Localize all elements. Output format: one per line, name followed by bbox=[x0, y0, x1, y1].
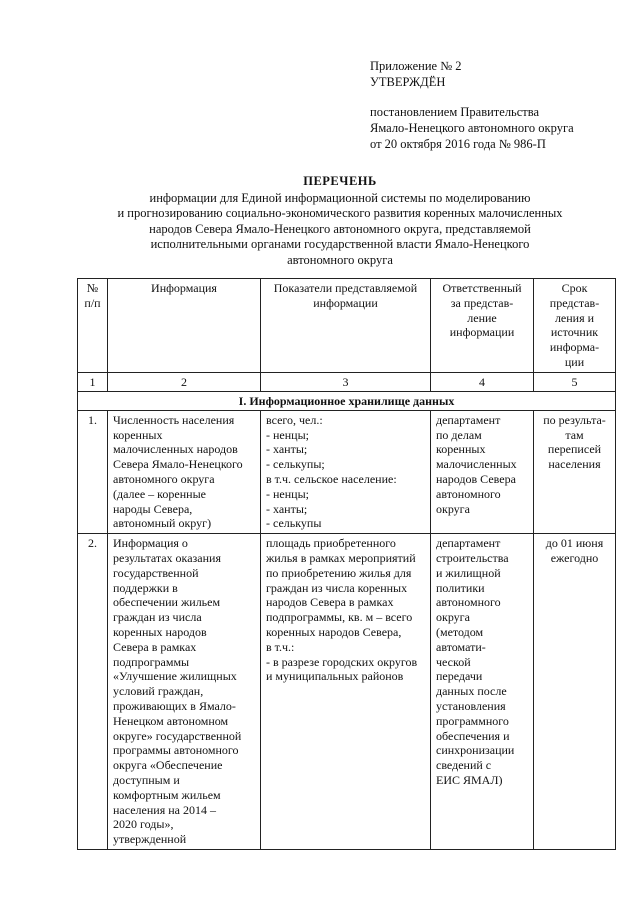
header-number bbox=[78, 279, 108, 373]
cell-line: округе» государственной bbox=[113, 728, 242, 743]
cell-line: строительства bbox=[436, 550, 509, 565]
column-number: 3 bbox=[261, 372, 431, 391]
cell-line: населения на 2014 – bbox=[113, 802, 216, 817]
section-row bbox=[78, 391, 616, 410]
cell-line: Ненецком автономном bbox=[113, 713, 229, 728]
cell-line: граждан из числа коренных bbox=[266, 580, 408, 595]
appendix-label: Приложение № 2 bbox=[370, 59, 462, 73]
cell-line: Срок bbox=[561, 281, 588, 295]
cell-line: автономного округа bbox=[113, 471, 215, 486]
cell-line: автономного bbox=[436, 595, 501, 610]
cell-line: поддержки в bbox=[113, 580, 178, 595]
cell-line: синхронизации bbox=[436, 743, 515, 758]
table-header-row bbox=[78, 279, 616, 373]
row-information bbox=[108, 534, 261, 850]
cell-line: подпрограммы, кв. м – всего bbox=[266, 610, 413, 625]
cell-line: народы Севера, bbox=[113, 501, 193, 516]
row-information bbox=[108, 410, 261, 533]
information-table bbox=[77, 278, 616, 850]
cell-line: обеспечения и bbox=[436, 728, 510, 743]
cell-line: Численность населения bbox=[113, 412, 235, 427]
cell-line: политики bbox=[436, 580, 485, 595]
cell-line: п/п bbox=[84, 295, 101, 310]
cell-line: департамент bbox=[436, 412, 501, 427]
row-term bbox=[534, 534, 616, 850]
column-number: 2 bbox=[108, 372, 261, 391]
cell-line: «Улучшение жилищных bbox=[113, 669, 237, 684]
cell-line: по делам bbox=[436, 427, 482, 442]
cell-line: всего, чел.: bbox=[266, 412, 323, 427]
cell-line: передачи bbox=[436, 669, 483, 684]
cell-line: жилья в рамках мероприятий bbox=[266, 550, 416, 565]
document-title: ПЕРЕЧЕНЬ bbox=[303, 174, 377, 188]
cell-line: за представ- bbox=[450, 295, 514, 310]
document-heading bbox=[60, 174, 620, 268]
approval-block bbox=[370, 58, 574, 152]
cell-line: округа «Обеспечение bbox=[113, 758, 223, 773]
approval-line: Ямало-Ненецкого автономного округа bbox=[370, 121, 574, 135]
row-responsible bbox=[431, 410, 534, 533]
column-numbers-row bbox=[78, 372, 616, 391]
cell-line: там bbox=[565, 427, 584, 442]
cell-line: - в разрезе городских округов bbox=[266, 654, 418, 669]
cell-line: ческой bbox=[436, 654, 471, 669]
row-number: 2. bbox=[78, 534, 108, 850]
heading-line: информации для Единой информационной системы по моделированию bbox=[149, 190, 531, 205]
column-number: 5 bbox=[534, 372, 616, 391]
cell-line: информации bbox=[313, 295, 378, 310]
cell-line: данных после bbox=[436, 684, 507, 699]
cell-line: автономный округ) bbox=[113, 516, 212, 531]
cell-line: и жилищной bbox=[436, 565, 501, 580]
cell-line: малочисленных народов bbox=[113, 442, 238, 457]
cell-line: в т.ч. сельское население: bbox=[266, 471, 397, 486]
heading-line: исполнительными органами государственной власти Ямало-Ненецкого bbox=[150, 237, 530, 251]
cell-line: (методом bbox=[436, 624, 484, 639]
cell-line: Информация bbox=[151, 281, 217, 295]
cell-line: - селькупы bbox=[266, 516, 322, 531]
cell-line: обеспечении жильем bbox=[113, 595, 221, 610]
cell-line: ежегодно bbox=[550, 550, 599, 565]
cell-line: Севера Ямало-Ненецкого bbox=[113, 457, 243, 472]
cell-line: по результа- bbox=[543, 412, 606, 427]
cell-line: комфортным жильем bbox=[113, 787, 221, 802]
cell-line: ление bbox=[467, 310, 497, 325]
heading-line: и прогнозированию социально-экономического развития коренных малочисленных bbox=[117, 206, 563, 220]
cell-line: № bbox=[86, 281, 99, 295]
cell-line: в т.ч.: bbox=[266, 639, 295, 654]
cell-line: 2020 годы», bbox=[113, 817, 174, 832]
cell-line: государственной bbox=[113, 565, 199, 580]
cell-line: сведений с bbox=[436, 758, 492, 773]
heading-line: автономного округа bbox=[287, 252, 393, 267]
cell-line: Информация о bbox=[113, 536, 188, 551]
column-number: 1 bbox=[78, 372, 108, 391]
cell-line: Севера в рамках bbox=[113, 639, 197, 654]
table-row bbox=[78, 410, 616, 533]
cell-line: коренных народов bbox=[113, 624, 207, 639]
cell-line: установления bbox=[436, 698, 506, 713]
cell-line: населения bbox=[548, 457, 601, 472]
cell-line: представ- bbox=[549, 295, 600, 310]
header-indicators bbox=[261, 279, 431, 373]
cell-line: источник bbox=[550, 325, 599, 340]
row-number: 1. bbox=[78, 410, 108, 533]
cell-line: подпрограммы bbox=[113, 654, 190, 669]
heading-line: народов Севера Ямало-Ненецкого автономного округа, представляемой bbox=[149, 221, 531, 236]
cell-line: проживающих в Ямало- bbox=[113, 698, 236, 713]
cell-line: переписей bbox=[547, 442, 602, 457]
row-indicators bbox=[261, 410, 431, 533]
row-responsible bbox=[431, 534, 534, 850]
cell-line: - ненцы; bbox=[266, 486, 309, 501]
cell-line: ции bbox=[564, 354, 585, 369]
header-information bbox=[108, 279, 261, 373]
row-term bbox=[534, 410, 616, 533]
cell-line: площадь приобретенного bbox=[266, 536, 396, 551]
cell-line: Показатели представляемой bbox=[273, 281, 418, 295]
cell-line: округа bbox=[436, 501, 470, 516]
cell-line: утвержденной bbox=[113, 832, 187, 847]
cell-line: - ханты; bbox=[266, 442, 308, 457]
approved-label: УТВЕРЖДЁН bbox=[370, 75, 446, 89]
cell-line: (далее – коренные bbox=[113, 486, 206, 501]
cell-line: народов Севера в рамках bbox=[266, 595, 394, 610]
cell-line: округа bbox=[436, 610, 470, 625]
cell-line: коренных bbox=[436, 442, 486, 457]
cell-line: малочисленных bbox=[436, 457, 517, 472]
cell-line: автономного bbox=[436, 486, 501, 501]
cell-line: результатах оказания bbox=[113, 550, 221, 565]
header-term bbox=[534, 279, 616, 373]
cell-line: программного bbox=[436, 713, 509, 728]
cell-line: доступным и bbox=[113, 772, 180, 787]
cell-line: коренных народов Севера, bbox=[266, 624, 402, 639]
cell-line: информа- bbox=[549, 340, 600, 355]
column-number: 4 bbox=[431, 372, 534, 391]
cell-line: граждан из числа bbox=[113, 610, 202, 625]
section-title: I. Информационное хранилище данных bbox=[78, 391, 616, 410]
cell-line: условий граждан, bbox=[113, 684, 204, 699]
cell-line: - ненцы; bbox=[266, 427, 309, 442]
cell-line: программы автономного bbox=[113, 743, 239, 758]
cell-line: - селькупы; bbox=[266, 457, 325, 472]
header-responsible bbox=[431, 279, 534, 373]
cell-line: народов Севера bbox=[436, 471, 516, 486]
row-indicators bbox=[261, 534, 431, 850]
cell-line: Ответственный bbox=[442, 281, 522, 295]
cell-line: до 01 июня bbox=[545, 536, 604, 551]
table-row bbox=[78, 534, 616, 850]
cell-line: коренных bbox=[113, 427, 163, 442]
cell-line: - ханты; bbox=[266, 501, 308, 516]
cell-line: департамент bbox=[436, 536, 501, 551]
cell-line: и муниципальных районов bbox=[266, 669, 404, 684]
cell-line: по приобретению жилья для bbox=[266, 565, 412, 580]
cell-line: информации bbox=[449, 325, 515, 340]
cell-line: ления и bbox=[554, 310, 595, 325]
approval-line: от 20 октября 2016 года № 986-П bbox=[370, 137, 546, 151]
cell-line: автомати- bbox=[436, 639, 486, 654]
cell-line: ЕИС ЯМАЛ) bbox=[436, 772, 503, 787]
approval-line: постановлением Правительства bbox=[370, 105, 540, 119]
